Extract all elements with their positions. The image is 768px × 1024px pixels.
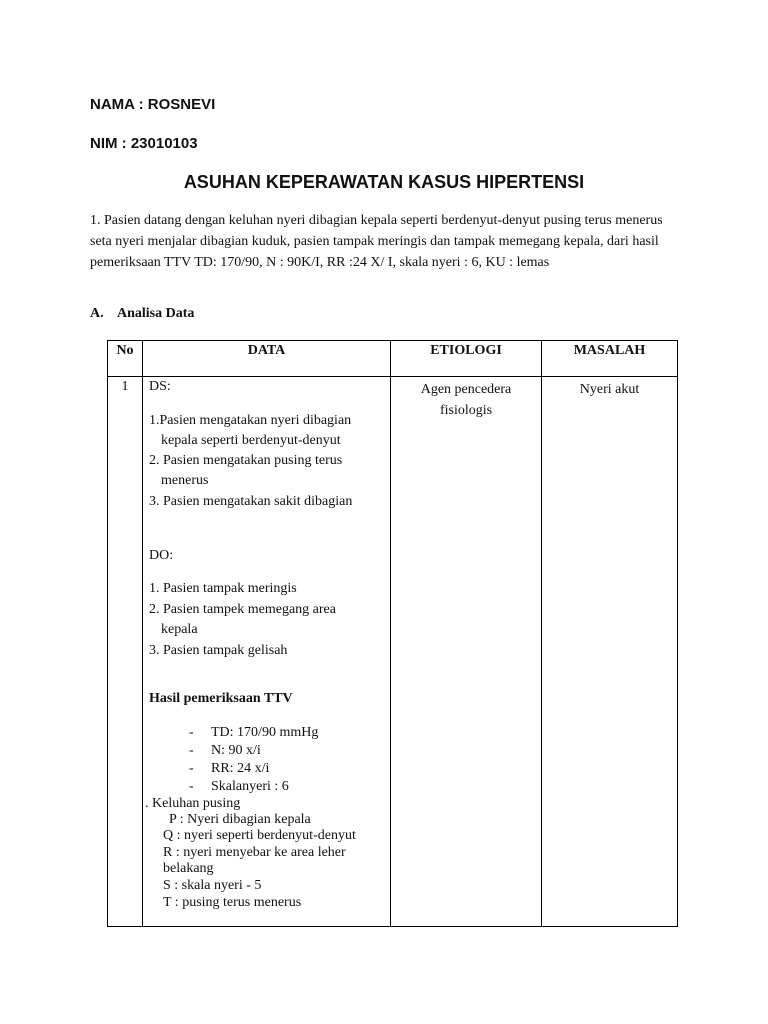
do-item-2: 2. Pasien tampek memegang area [149, 602, 336, 617]
section-label: Analisa Data [117, 306, 195, 321]
row-number: 1 [108, 377, 143, 927]
header-etiologi: ETIOLOGI [391, 341, 542, 377]
pqrst-r: R : nyeri menyebar ke area leher [163, 845, 346, 860]
dash-bullet: - [189, 761, 194, 776]
ttv-item [189, 779, 289, 795]
masalah-cell: Nyeri akut [542, 377, 678, 927]
do-item-1: 1. Pasien tampak meringis [149, 581, 297, 596]
ds-label: DS: [149, 379, 171, 394]
ds-item-2-cont: menerus [161, 473, 209, 488]
document-title: ASUHAN KEPERAWATAN KASUS HIPERTENSI [183, 172, 585, 192]
section-heading [90, 306, 194, 322]
do-item-2-cont: kepala [161, 622, 198, 637]
ttv-item [189, 725, 318, 741]
ttv-item [189, 743, 261, 759]
do-item-3: 3. Pasien tampak gelisah [149, 643, 288, 658]
etiologi-line-2: fisiologis [439, 403, 493, 418]
keluhan-heading: . Keluhan pusing [145, 796, 241, 811]
pqrst-p: P : Nyeri dibagian kepala [169, 812, 311, 827]
dash-bullet: - [189, 779, 194, 794]
ds-item-1: 1.Pasien mengatakan nyeri dibagian [149, 413, 352, 428]
ds-item-1-cont: kepala seperti berdenyut-denyut [161, 433, 341, 448]
ttv-n: N: 90 x/i [211, 743, 261, 758]
pqrst-r-cont: belakang [163, 861, 214, 876]
student-nim: NIM : 23010103 [90, 135, 198, 152]
pqrst-q: Q : nyeri seperti berdenyut-denyut [163, 828, 356, 843]
ttv-heading: Hasil pemeriksaan TTV [149, 691, 293, 706]
etiologi-line-1: Agen pencedera [420, 382, 512, 397]
pqrst-s: S : skala nyeri - 5 [163, 878, 262, 893]
etiologi-cell [391, 377, 542, 927]
dash-bullet: - [189, 743, 194, 758]
analysis-table [107, 340, 678, 927]
do-label: DO: [149, 548, 174, 563]
ttv-skala: Skalanyeri : 6 [211, 779, 289, 794]
ttv-td: TD: 170/90 mmHg [211, 725, 319, 740]
case-description: 1. Pasien datang dengan keluhan nyeri dibagian kepala seperti berdenyut-denyut pusing terus menerus seta nyeri menjalar dibagian kuduk, pasien tampak meringis dan tampak memegang kepala, dari hasil pemeriksaan TTV TD: 170/90, N : 90K/I, RR :24 X/ I, skala nyeri : 6, KU : lemas [90, 213, 663, 270]
student-name: NAMA : ROSNEVI [90, 96, 216, 113]
data-cell [143, 377, 391, 927]
pqrst-t: T : pusing terus menerus [163, 895, 302, 910]
header-no: No [108, 341, 143, 377]
ds-item-2: 2. Pasien mengatakan pusing terus [149, 453, 343, 468]
ttv-rr: RR: 24 x/i [211, 761, 270, 776]
table-header-row [108, 341, 678, 377]
header-data: DATA [143, 341, 391, 377]
ttv-item [189, 761, 269, 777]
ds-item-3: 3. Pasien mengatakan sakit dibagian [149, 494, 353, 509]
dash-bullet: - [189, 725, 194, 740]
section-number: A. [90, 306, 104, 321]
table-row [108, 377, 678, 927]
header-masalah: MASALAH [542, 341, 678, 377]
